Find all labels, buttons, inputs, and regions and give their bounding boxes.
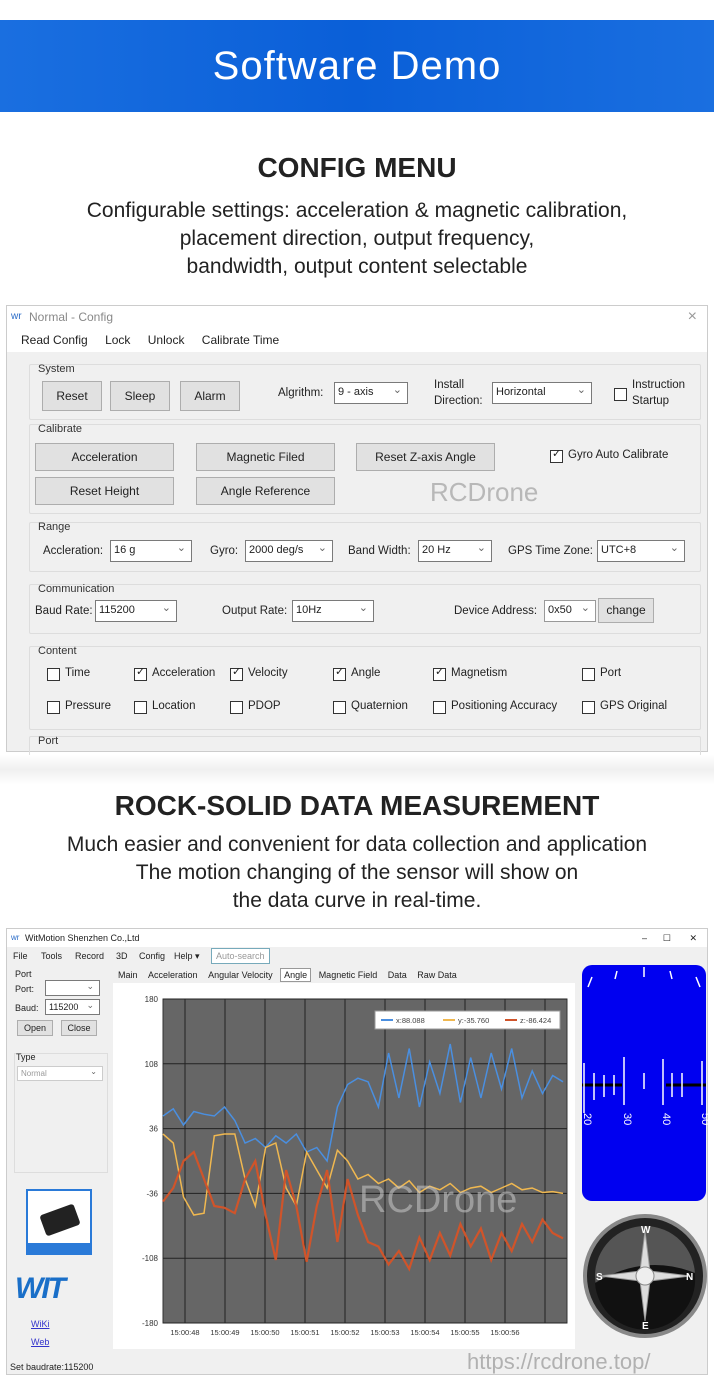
status-bar-text: Set baudrate:115200: [10, 1362, 94, 1372]
calibrate-acceleration-button[interactable]: Acceleration: [35, 443, 174, 471]
app-menu-bar: [7, 947, 707, 965]
description-line: Much easier and convenient for data collection and application: [66, 833, 648, 856]
product-image: [26, 1189, 92, 1255]
menu-help[interactable]: Help ▾: [174, 951, 200, 961]
attitude-gauge: [581, 965, 711, 1201]
acceleration-range-label: Accleration:: [43, 545, 104, 557]
acceleration-range-select[interactable]: 16 g ⌄: [110, 540, 192, 562]
gps-time-zone-select[interactable]: UTC+8 ⌄: [597, 540, 685, 562]
communication-group: [29, 584, 701, 634]
gauge-label: 20: [581, 1113, 593, 1126]
gyro-range-select[interactable]: 2000 deg/s ⌄: [245, 540, 333, 562]
content-positioning-accuracy-checkbox[interactable]: Positioning Accuracy: [433, 700, 557, 712]
watermark-logo: RCDrone: [430, 477, 539, 507]
alarm-button[interactable]: Alarm: [180, 381, 240, 411]
change-address-button[interactable]: change: [598, 598, 654, 623]
angle-reference-button[interactable]: Angle Reference: [196, 477, 335, 505]
config-window: [6, 305, 708, 752]
banner-title: Software Demo: [0, 20, 714, 112]
group-label: Content: [38, 645, 77, 657]
description-line: Configurable settings: acceleration & magnetic calibration,: [86, 199, 628, 222]
window-title: WitMotion Shenzhen Co.,Ltd: [25, 933, 140, 943]
open-button[interactable]: Open: [17, 1020, 53, 1036]
section-title-config: CONFIG MENU: [257, 152, 457, 183]
port-group-label: Port: [15, 969, 32, 979]
device-address-label: Device Address:: [454, 605, 538, 617]
description-line: placement direction, output frequency,: [179, 227, 535, 250]
product-image-caption-bar: [28, 1243, 90, 1253]
content-pressure-checkbox[interactable]: Pressure: [47, 700, 111, 712]
plot-area: [163, 999, 567, 1323]
port-select[interactable]: [45, 980, 100, 996]
web-link[interactable]: Web: [31, 1337, 50, 1347]
x-tick-label: 15:00:56: [490, 1328, 520, 1337]
app-titlebar: [7, 929, 707, 947]
compass-label: E: [642, 1321, 649, 1332]
gauge-label: 30: [621, 1113, 633, 1126]
section-divider: [0, 755, 714, 785]
direction-label: Direction:: [434, 395, 483, 407]
menu-config[interactable]: Config: [139, 951, 166, 961]
x-tick-label: 15:00:49: [210, 1328, 240, 1337]
content-group: [29, 646, 701, 730]
baud-rate-label: Baud Rate:: [35, 605, 93, 617]
app-logo-icon: wr: [11, 933, 20, 942]
tab-raw-data[interactable]: Raw Data: [417, 970, 457, 980]
section-title-measurement: ROCK-SOLID DATA MEASUREMENT: [114, 790, 600, 821]
baud-select[interactable]: 115200 ⌄: [45, 999, 100, 1015]
content-port-checkbox[interactable]: Port: [582, 667, 621, 679]
description-line: The motion changing of the sensor will show on: [135, 861, 579, 884]
legend-label: z:-86.424: [520, 1016, 552, 1025]
calibrate-group: [29, 424, 701, 514]
content-pdop-checkbox[interactable]: PDOP: [230, 700, 281, 712]
section-description-config: [0, 197, 714, 281]
install-direction-select[interactable]: Horizontal ⌄: [492, 382, 592, 404]
close-button[interactable]: ✕: [689, 933, 697, 943]
x-tick-label: 15:00:50: [250, 1328, 280, 1337]
menu-calibrate-time[interactable]: Calibrate Time: [201, 333, 280, 347]
close-button[interactable]: ×: [687, 308, 697, 325]
x-tick-label: 15:00:48: [170, 1328, 200, 1337]
tab-magnetic-field[interactable]: Magnetic Field: [318, 970, 378, 980]
content-acceleration-checkbox[interactable]: Acceleration ✓: [134, 667, 215, 679]
device-address-input[interactable]: 0x50 ⌄: [544, 600, 596, 622]
output-rate-select[interactable]: 10Hz ⌄: [292, 600, 374, 622]
calibrate-magnetic-button[interactable]: Magnetic Filed: [196, 443, 335, 471]
group-label: Calibrate: [38, 423, 83, 435]
gauge-scale: [581, 965, 711, 1201]
reset-z-axis-button[interactable]: Reset Z-axis Angle: [356, 443, 495, 471]
startup-label: Startup: [632, 395, 670, 407]
type-select[interactable]: Normal ⌄: [17, 1066, 103, 1081]
menu-lock[interactable]: Lock: [105, 333, 131, 347]
group-label: Port: [38, 735, 59, 747]
y-tick-label: -108: [141, 1254, 158, 1264]
gps-time-zone-label: GPS Time Zone:: [508, 545, 594, 557]
port-label: Port:: [15, 984, 35, 994]
gyro-range-label: Gyro:: [210, 545, 239, 557]
witmotion-window: [6, 928, 711, 1375]
system-group: [29, 364, 701, 420]
wit-logo: WIT: [15, 1272, 64, 1305]
watermark-url: https://rcdrone.top/: [467, 1349, 651, 1374]
menu-read-config[interactable]: Read Config: [21, 333, 88, 347]
bandwidth-select[interactable]: 20 Hz ⌄: [418, 540, 492, 562]
minimize-button[interactable]: –: [641, 933, 647, 943]
x-tick-label: 15:00:54: [410, 1328, 440, 1337]
sensor-device-icon: [39, 1204, 80, 1237]
compass-label: N: [686, 1272, 694, 1283]
tab-main[interactable]: Main: [118, 970, 138, 980]
group-label: Communication: [38, 583, 115, 595]
content-quaternion-checkbox[interactable]: Quaternion: [333, 700, 408, 712]
y-tick-label: 108: [144, 1059, 158, 1069]
algorithm-select[interactable]: 9 - axis ⌄: [334, 382, 408, 404]
gauge-label: 50: [699, 1113, 711, 1126]
tab-data[interactable]: Data: [387, 970, 407, 980]
output-rate-label: Output Rate:: [222, 605, 288, 617]
legend-label: x:88.088: [396, 1016, 425, 1025]
gauge-label: 40: [660, 1113, 672, 1126]
gyro-auto-calibrate-checkbox[interactable]: Gyro Auto Calibrate ✓: [550, 449, 668, 461]
tab-bar: [115, 968, 462, 982]
close-port-button[interactable]: Close: [61, 1020, 97, 1036]
compass-label: S: [596, 1272, 603, 1283]
window-title: Normal - Config: [29, 310, 114, 324]
menu-3d[interactable]: 3D: [116, 951, 128, 961]
content-velocity-checkbox[interactable]: Velocity ✓: [230, 667, 288, 679]
menu-tools[interactable]: Tools: [41, 951, 63, 961]
port-group: [29, 736, 701, 756]
reset-height-button[interactable]: Reset Height: [35, 477, 174, 505]
menu-file[interactable]: File: [13, 951, 28, 961]
description-line: bandwidth, output content selectable: [186, 255, 528, 278]
tab-acceleration[interactable]: Acceleration: [148, 970, 198, 980]
bandwidth-label: Band Width:: [348, 545, 411, 557]
algorithm-label: Algrithm:: [278, 387, 324, 399]
compass-icon: [582, 1213, 708, 1339]
x-tick-label: 15:00:55: [450, 1328, 480, 1337]
tab-angle[interactable]: Angle: [280, 968, 311, 982]
tab-angular-velocity[interactable]: Angular Velocity: [208, 970, 273, 980]
compass: [582, 1213, 708, 1339]
menu-record[interactable]: Record: [75, 951, 105, 961]
description-line: the data curve in real-time.: [232, 889, 482, 912]
group-label: Range: [38, 521, 71, 533]
app-logo-icon: wr: [11, 311, 22, 322]
install-label: Install: [434, 379, 465, 391]
content-time-checkbox[interactable]: Time: [47, 667, 90, 679]
x-tick-label: 15:00:53: [370, 1328, 400, 1337]
menu-unlock[interactable]: Unlock: [147, 333, 185, 347]
type-group: [14, 1053, 108, 1173]
range-group: [29, 522, 701, 572]
wiki-link[interactable]: WiKi: [31, 1319, 50, 1329]
y-tick-label: 36: [149, 1124, 158, 1134]
y-tick-label: 180: [144, 995, 158, 1004]
watermark-text: RCDrone: [359, 1179, 518, 1221]
reset-button[interactable]: Reset: [42, 381, 102, 411]
content-magnetism-checkbox[interactable]: Magnetism ✓: [433, 667, 507, 679]
angle-chart: [113, 983, 575, 1349]
content-angle-checkbox[interactable]: Angle ✓: [333, 667, 380, 679]
baud-rate-select[interactable]: 115200 ⌄: [95, 600, 177, 622]
baud-label: Baud:: [15, 1003, 39, 1013]
instruction-label: Instruction: [632, 379, 686, 391]
x-tick-label: 15:00:52: [330, 1328, 360, 1337]
sleep-button[interactable]: Sleep: [110, 381, 170, 411]
group-label: System: [38, 363, 75, 375]
content-location-checkbox[interactable]: Location: [134, 700, 195, 712]
chart-panel: [113, 983, 575, 1349]
y-tick-label: -36: [146, 1189, 158, 1199]
instruction-startup-checkbox[interactable]: [614, 387, 632, 401]
y-tick-label: -180: [141, 1319, 158, 1328]
maximize-button[interactable]: ☐: [662, 933, 671, 943]
content-gps-original-checkbox[interactable]: GPS Original: [582, 700, 667, 712]
legend-label: y:-35.760: [458, 1016, 490, 1025]
x-tick-label: 15:00:51: [290, 1328, 320, 1337]
auto-search-button[interactable]: Auto-search: [211, 948, 270, 964]
compass-label: W: [641, 1225, 651, 1236]
type-group-label: Type: [16, 1052, 36, 1062]
section-description-measurement: [0, 831, 714, 915]
